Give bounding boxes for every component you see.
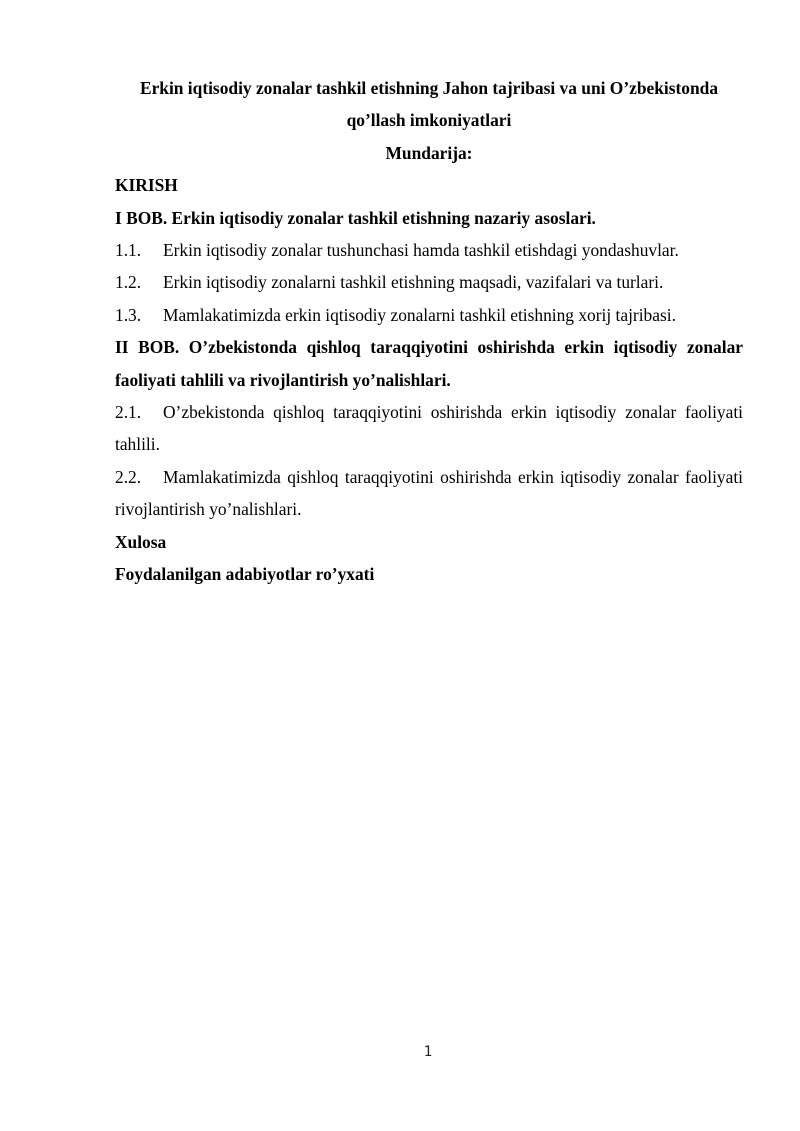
toc-entry-1-1	[115, 234, 743, 266]
toc-entry-references: Foydalanilgan adabiyotlar ro’yxati	[115, 564, 375, 585]
toc-entry-intro: KIRISH	[115, 175, 178, 196]
toc-entry-conclusion: Xulosa	[115, 531, 167, 552]
toc-entry-2-1	[115, 396, 743, 461]
toc-entry-number: 2.1.	[115, 402, 142, 423]
toc-entry-chapter-1: I BOB. Erkin iqtisodiy zonalar tashkil etishning nazariy asoslari.	[115, 207, 596, 228]
toc-entry-number: 1.2.	[115, 272, 142, 293]
toc-entry-text: Mamlakatimizda qishloq taraqqiyotini oshirishda erkin iqtisodiy zonalar faoliyati rivojlantirish yo’nalishlari.	[115, 466, 743, 520]
page-number: 1	[423, 1044, 433, 1060]
toc-entry-chapter-2: II BOB. O’zbekistonda qishloq taraqqiyotini oshirishda erkin iqtisodiy zonalar faoliyati tahlili va rivojlantirish yo’nalishlari.	[115, 337, 743, 390]
page-content	[115, 72, 743, 591]
toc-entry-text: O’zbekistonda qishloq taraqqiyotini oshirishda erkin iqtisodiy zonalar faoliyati tahlili.	[115, 402, 743, 455]
toc-entry-number: 1.1.	[115, 240, 142, 261]
toc-entry-2-2	[115, 461, 743, 526]
toc-entry-number: 1.3.	[115, 304, 142, 325]
toc-heading: Mundarija:	[385, 142, 473, 163]
toc-entry-text: Mamlakatimizda erkin iqtisodiy zonalarni tashkil etishning xorij tajribasi.	[163, 304, 676, 325]
document-title: Erkin iqtisodiy zonalar tashkil etishning Jahon tajribasi va uni O’zbekistonda qo’llash imkoniyatlari	[139, 78, 719, 131]
toc-entry-1-2	[115, 266, 743, 298]
toc-entry-text: Erkin iqtisodiy zonalar tushunchasi hamda tashkil etishdagi yondashuvlar.	[163, 240, 679, 261]
toc-entry-1-3	[115, 299, 743, 331]
toc-entry-text: Erkin iqtisodiy zonalarni tashkil etishning maqsadi, vazifalari va turlari.	[163, 272, 664, 293]
toc-entry-number: 2.2.	[115, 466, 142, 487]
